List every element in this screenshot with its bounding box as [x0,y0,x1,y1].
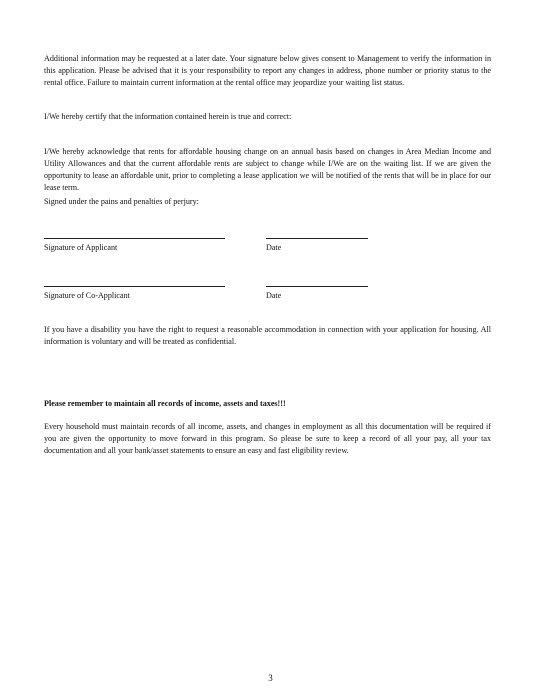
consent-paragraph: Additional information may be requested at a later date. Your signature below gives consent to Management to verify the information in this application. Please be advised that it is your responsibility to report any changes in address, phone number or priority status to the rental office. Failure to maintain current information at the rental office may jeopardize your waiting list status. [44,54,491,87]
records-reminder-heading: Please remember to maintain all records of income, assets and taxes!!! [44,399,286,408]
co-applicant-date-line[interactable] [266,286,368,287]
applicant-date-line[interactable] [266,238,368,239]
applicant-date-label: Date [266,243,282,252]
co-applicant-signature-label: Signature of Co-Applicant [44,291,130,300]
rent-acknowledgement-paragraph: I/We hereby acknowledge that rents for affordable housing change on an annual basis based on changes in Area Median Income and Utility Allowances and that the current affordable rents are subject to change while I/We are on the waiting list. If we are given the opportunity to lease an affordable unit, prior to completing a lease application we will be notified of the rents that will be in place for our lease term. [44,147,491,192]
co-applicant-signature-line[interactable] [44,286,225,287]
co-applicant-date-label: Date [266,291,282,300]
applicant-signature-line[interactable] [44,238,225,239]
disability-paragraph: If you have a disability you have the right to request a reasonable accommodation in connection with your application for housing. All information is voluntary and will be treated as confidential. [44,325,491,346]
certify-paragraph: I/We hereby certify that the information contained herein is true and correct: [44,112,292,121]
applicant-signature-label: Signature of Applicant [44,243,118,252]
page-number: 3 [268,673,273,683]
records-paragraph: Every household must maintain records of all income, assets, and changes in employment as all this documentation will be required if you are given the opportunity to move forward in this program. So please be sure to keep a record of all your pay, all your tax documentation and all your bank/asset statements to ensure an easy and fast eligibility review. [44,422,491,455]
perjury-statement: Signed under the pains and penalties of perjury: [44,197,199,206]
